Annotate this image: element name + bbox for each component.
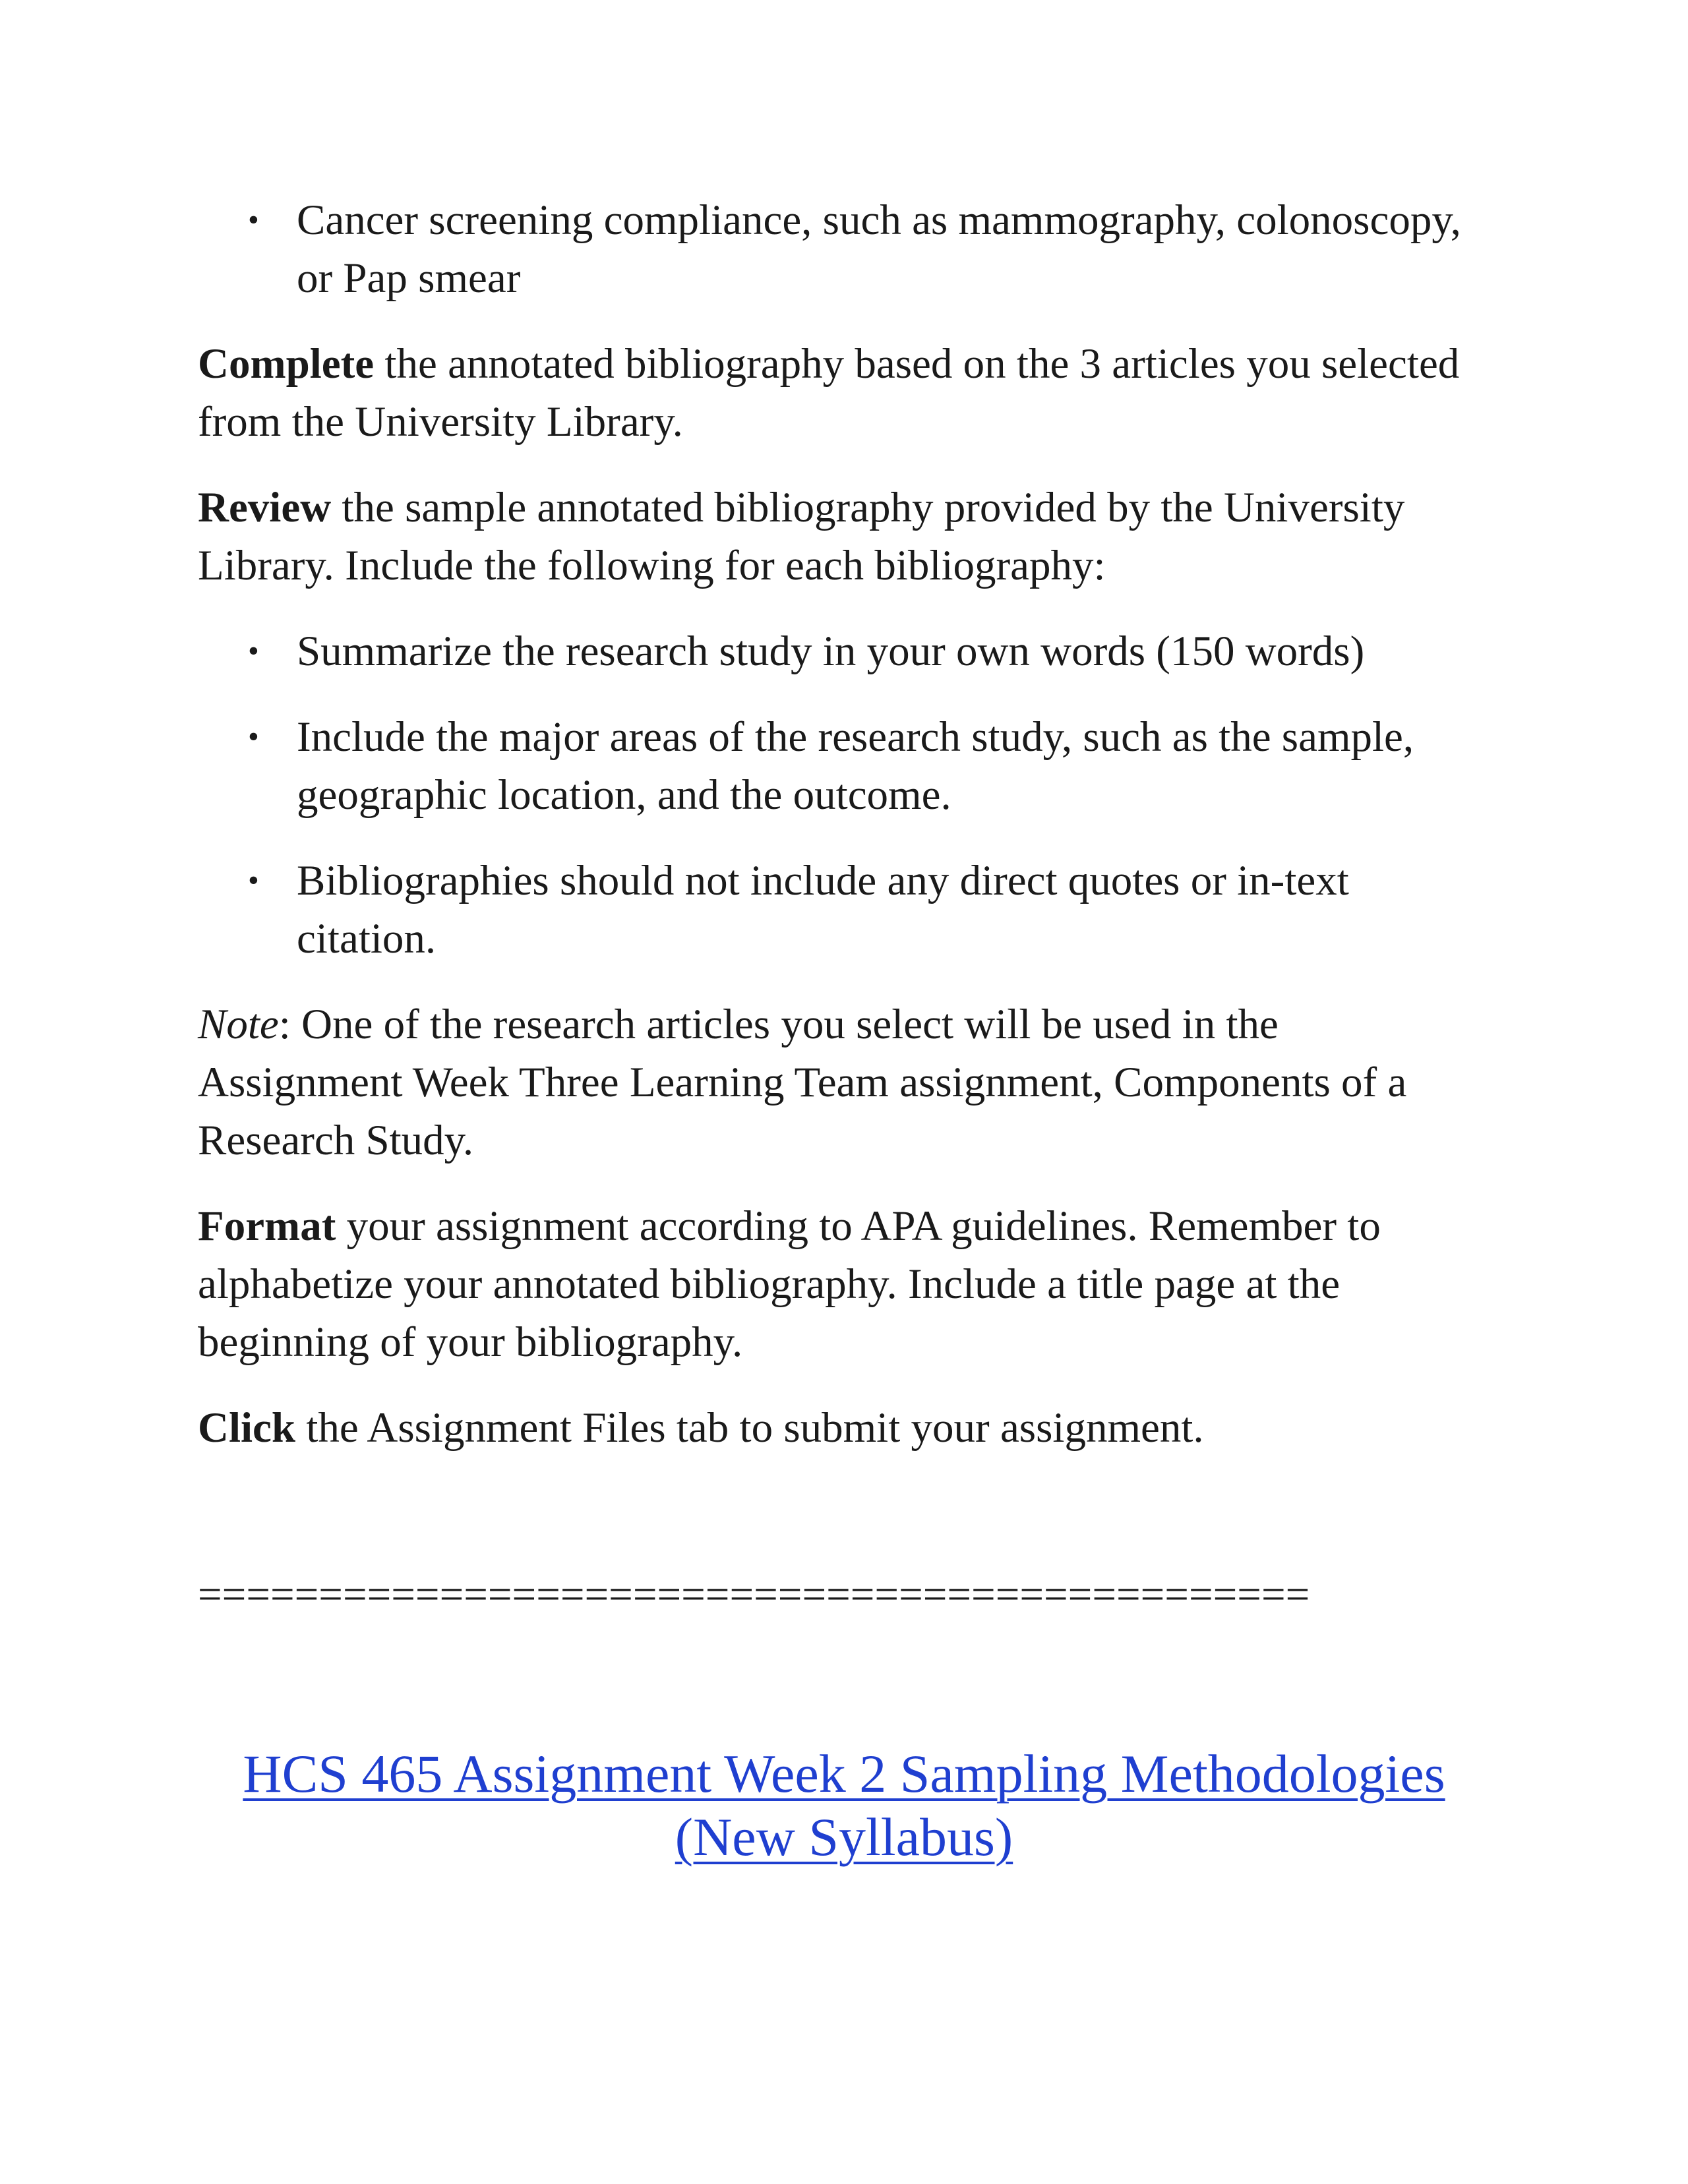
note-text: : One of the research articles you select will be used in the Assignment Week Three Learning Team assignment, Components of a Research Study. (198, 1001, 1407, 1164)
bullet-icon: • (248, 202, 259, 237)
bullet-icon: • (248, 863, 259, 898)
complete-text: the annotated bibliography based on the 3 articles you selected from the University Library. (198, 340, 1460, 446)
list-item-text: Summarize the research study in your own words (150 words) (297, 628, 1365, 675)
list-item-text: Cancer screening compliance, such as mammography, colonoscopy, or Pap smear (297, 196, 1461, 302)
note-paragraph (198, 995, 1490, 1169)
format-lead: Format (198, 1202, 336, 1250)
separator-line: ============================================== (198, 1571, 1310, 1618)
review-text: the sample annotated bibliography provided by the University Library. Include the following for each bibliography: (198, 484, 1405, 589)
assignment-link[interactable] (243, 1744, 1445, 1867)
review-paragraph (198, 479, 1490, 595)
click-paragraph (198, 1399, 1490, 1457)
click-lead: Click (198, 1404, 296, 1452)
review-lead: Review (198, 484, 332, 531)
assignment-link-line1[interactable]: HCS 465 Assignment Week 2 Sampling Methodologies (243, 1744, 1445, 1804)
bibliography-requirements-list (198, 622, 1490, 968)
list-item-text: Include the major areas of the research study, such as the sample, geographic location, and the outcome. (297, 713, 1414, 819)
screening-bullet-list (198, 191, 1490, 307)
bullet-icon: • (248, 719, 259, 754)
list-item (198, 708, 1490, 824)
note-lead: Note (198, 1001, 279, 1048)
list-item-text: Bibliographies should not include any direct quotes or in-text citation. (297, 857, 1349, 962)
document-page (198, 191, 1490, 1869)
list-item (198, 622, 1490, 680)
assignment-link-block (198, 1742, 1490, 1869)
complete-lead: Complete (198, 340, 375, 388)
complete-paragraph (198, 335, 1490, 451)
format-paragraph (198, 1197, 1490, 1371)
click-text: the Assignment Files tab to submit your assignment. (295, 1404, 1204, 1452)
bullet-icon: • (248, 634, 259, 668)
format-text: your assignment according to APA guidelines. Remember to alphabetize your annotated bibliography. Include a title page at the beginning of your bibliography. (198, 1202, 1381, 1366)
list-item (198, 191, 1490, 307)
assignment-link-line2[interactable]: (New Syllabus) (675, 1807, 1013, 1867)
list-item (198, 852, 1490, 968)
